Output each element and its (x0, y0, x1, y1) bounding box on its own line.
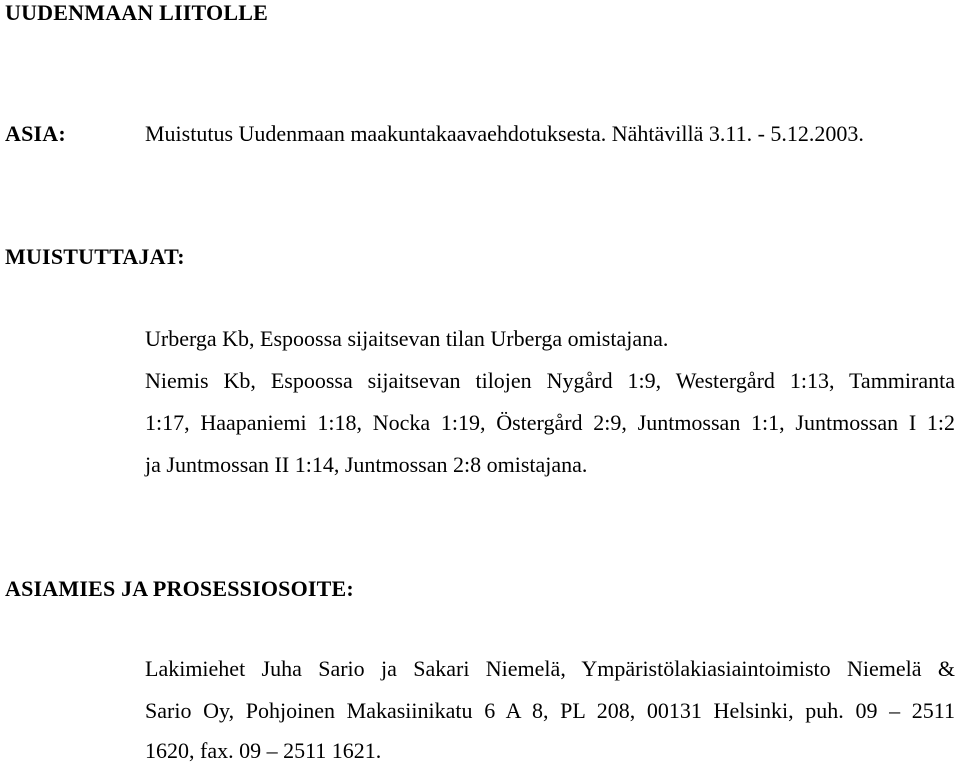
asia-label: ASIA: (5, 121, 66, 146)
muistuttajat-label: MUISTUTTAJAT: (5, 244, 185, 269)
asiamies-line-1: Lakimiehet Juha Sario ja Sakari Niemelä, Ympäristölakiasiaintoimisto Niemelä & (145, 656, 955, 681)
muistuttaja-entry-niemis-line-3: ja Juntmossan II 1:14, Juntmossan 2:8 omistajana. (145, 452, 588, 477)
muistuttaja-entry-urberga: Urberga Kb, Espoossa sijaitsevan tilan Urberga omistajana. (145, 326, 669, 351)
asiamies-line-3: 1620, fax. 09 – 2511 1621. (145, 738, 382, 763)
muistuttaja-entry-niemis-line-2: 1:17, Haapaniemi 1:18, Nocka 1:19, Östergård 2:9, Juntmossan 1:1, Juntmossan I 1:2 (145, 410, 955, 435)
asiamies-line-2: Sario Oy, Pohjoinen Makasiinikatu 6 A 8, PL 208, 00131 Helsinki, puh. 09 – 2511 (145, 698, 955, 723)
asiamies-label: ASIAMIES JA PROSESSIOSOITE: (5, 576, 354, 601)
muistuttaja-entry-niemis-line-1: Niemis Kb, Espoossa sijaitsevan tilojen Nygård 1:9, Westergård 1:13, Tammiranta (145, 368, 955, 393)
asia-text: Muistutus Uudenmaan maakuntakaavaehdotuksesta. Nähtävillä 3.11. - 5.12.2003. (145, 121, 864, 146)
document-title: UUDENMAAN LIITOLLE (5, 0, 268, 25)
